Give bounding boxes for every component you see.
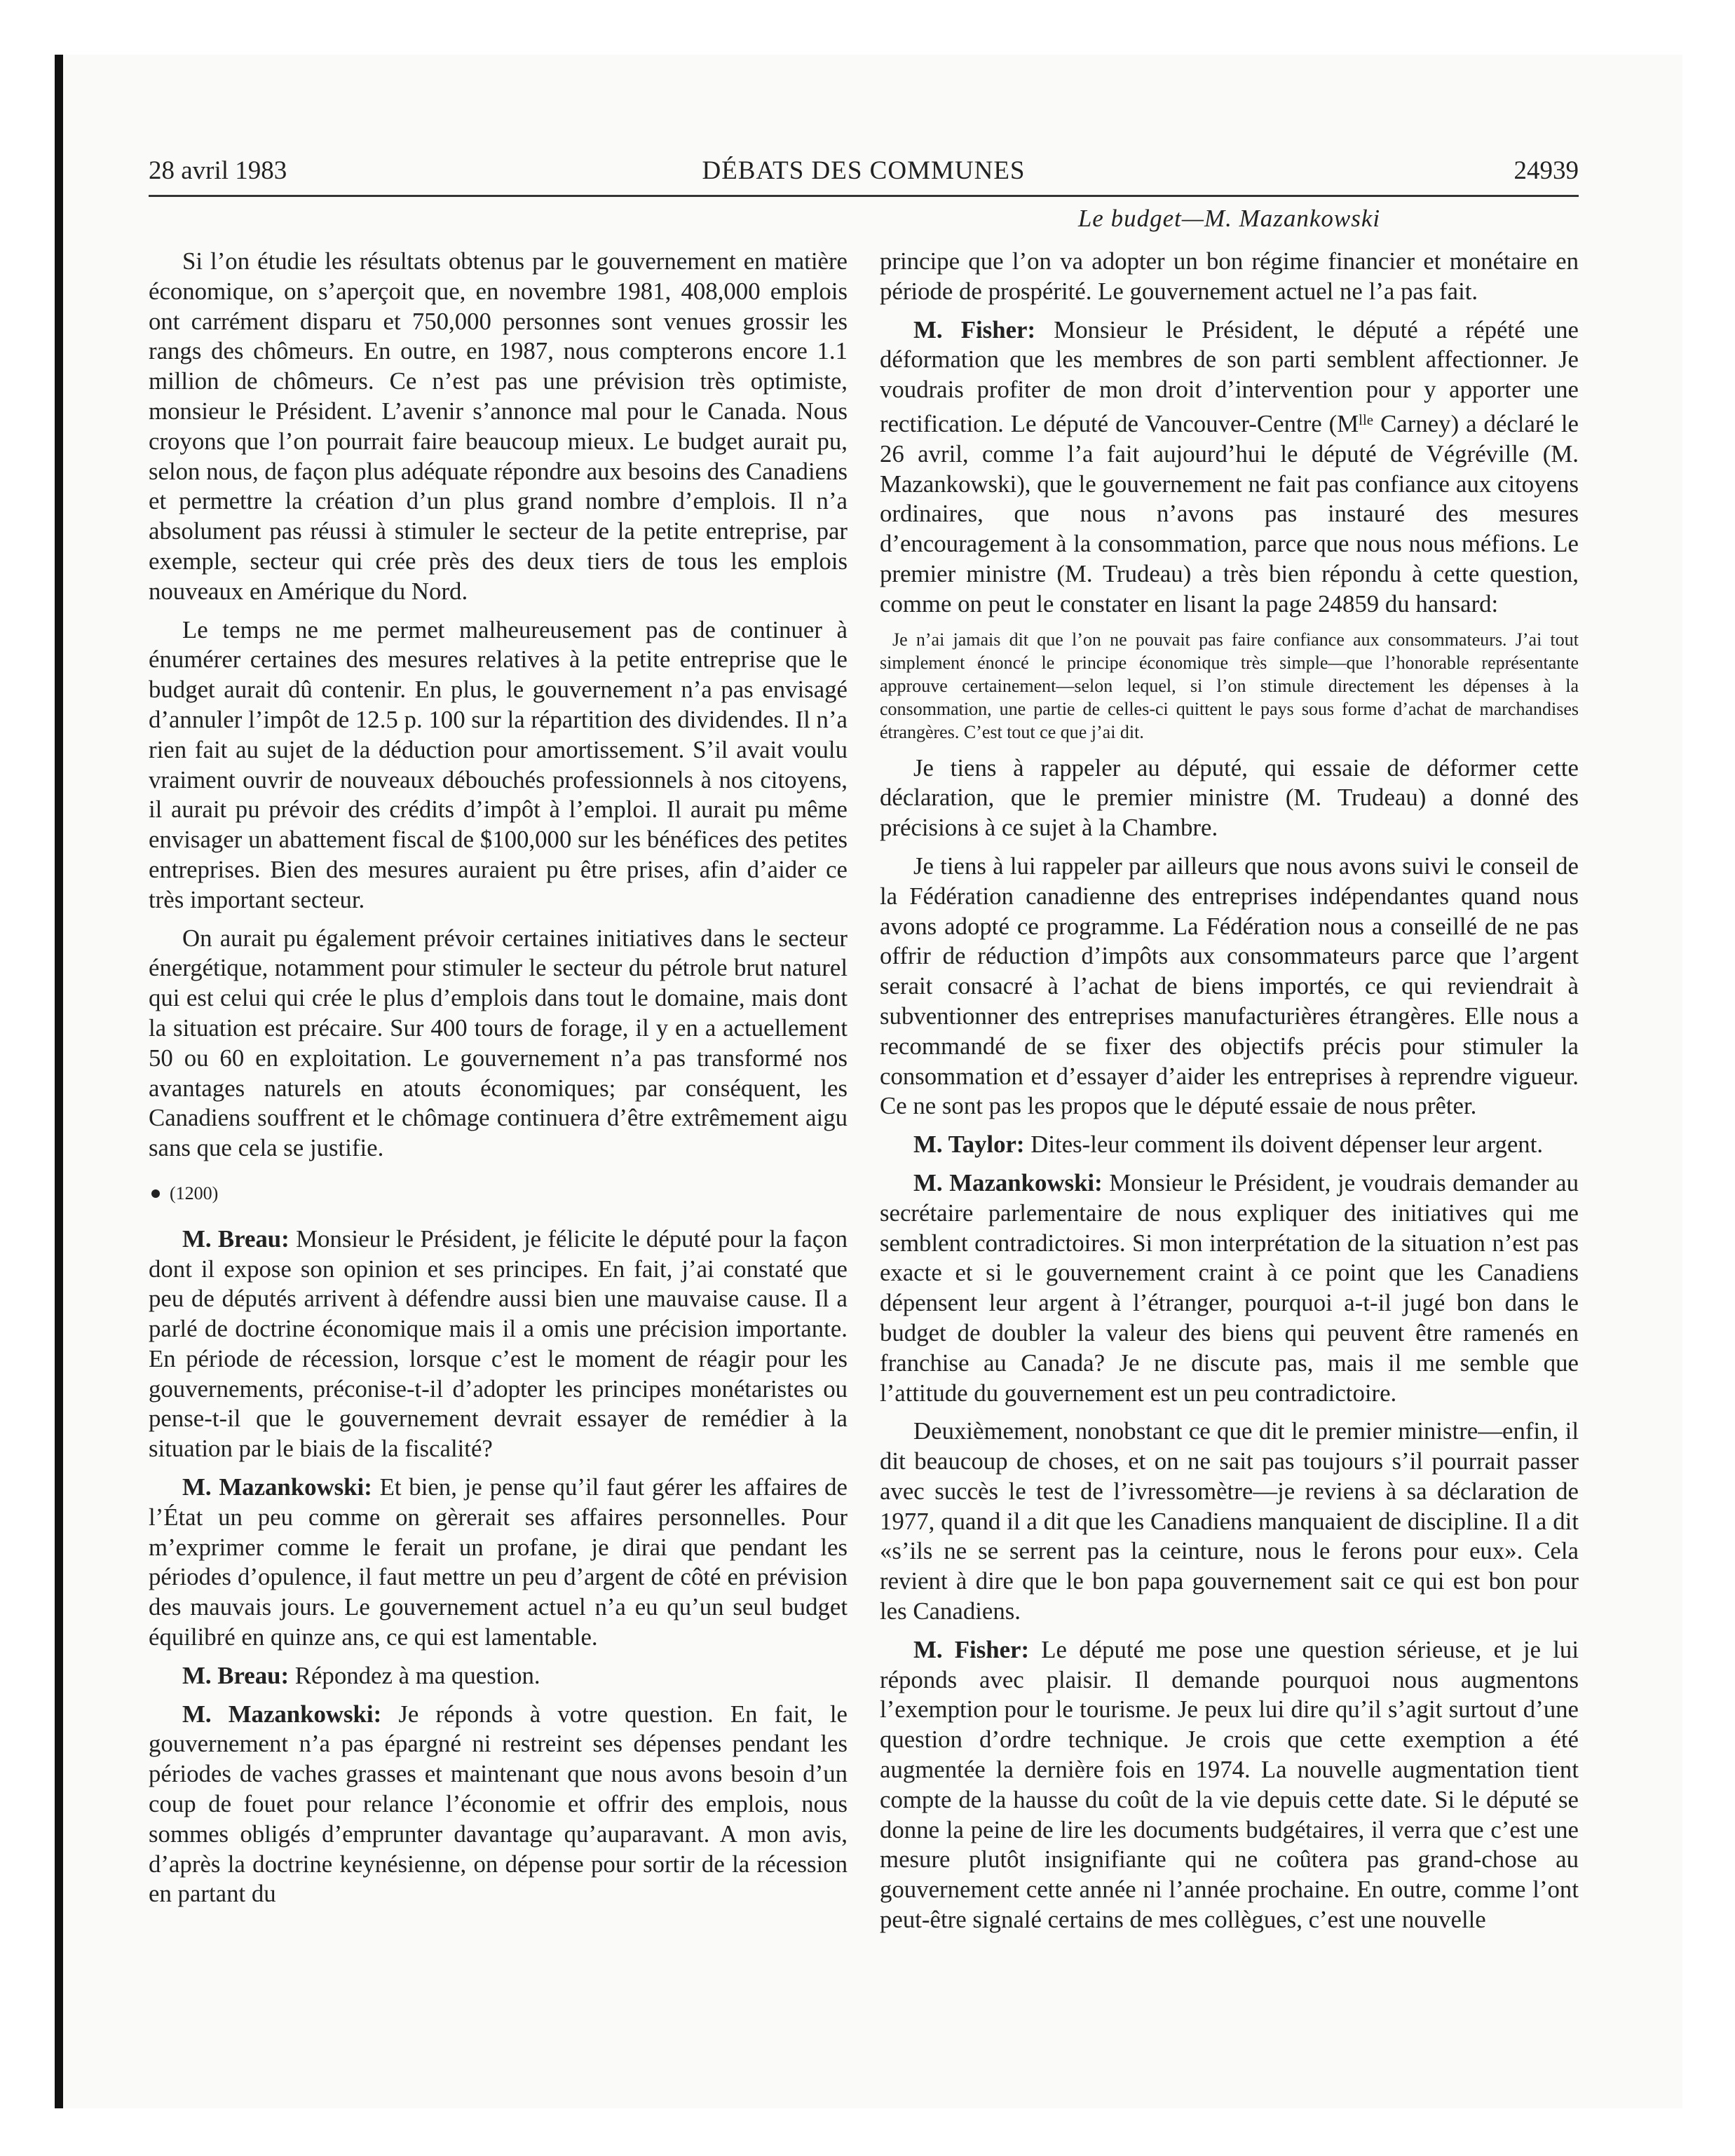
speaker-name: M. Mazankowski: — [182, 1700, 382, 1728]
bullet-icon — [151, 1189, 160, 1198]
paragraph: Deuxièmement, nonobstant ce que dit le premier ministre—enfin, il dit beaucoup de choses, et on ne sait pas toujours s’il pourrait passer avec succès le test de l’ivressomètre—je reviens à sa déclaration de 1977, quand il a dit que les Canadiens manquaient de discipline. Il a dit «s’ils ne se serrent pas la ceinture, nous le ferons pour eux». Cela revient à dire que le bon papa gouvernement sait ce qui est bon pour les Canadiens. — [880, 1417, 1579, 1625]
speech-text: Monsieur le Président, je voudrais demander au secrétaire parlementaire de nous expliquer des initiatives qui me semblent contradictoires. Si mon interprétation de la situation n’est pas exacte et si le gouvernement craint à ce point que les Canadiens dépensent leur argent à l’étranger, pourquoi a-t-il jugé bon dans le budget de doubler la valeur des biens qui peuvent être ramenés en franchise au Canada? Je ne discute pas, mais il me semble que l’attitude du gouvernement est un peu contradictoire. — [880, 1168, 1579, 1407]
speaker-name: M. Taylor: — [913, 1131, 1025, 1159]
speaker-name: M. Mazankowski: — [182, 1473, 372, 1501]
paragraph: On aurait pu également prévoir certaines initiatives dans le secteur énergétique, notamment pour stimuler le secteur du pétrole brut naturel qui est celui qui crée le plus d’emplois dans tout le domaine, mais dont la situation est précaire. Sur 400 tours de forage, il y en a actuellement 50 ou 60 en exploitation. Le gouvernement n’a pas transformé nos avantages naturels en atouts économiques; par conséquent, les Canadiens souffrent et le chômage continuera d’être extrêmement aigu sans que cela se justifie. — [149, 924, 848, 1162]
running-head: Le budget—M. Mazankowski — [1077, 205, 1381, 232]
speech-text: Monsieur le Président, le député a répété une déformation que les membres de son parti semblent affectionner. Je voudrais profiter de mon droit d’intervention pour y apporter une rectification. Le député de Vancouver-Centre (M — [880, 315, 1579, 437]
speech-paragraph — [149, 1224, 848, 1464]
speech-paragraph — [880, 1130, 1579, 1160]
speech-paragraph — [880, 1635, 1579, 1935]
paragraph: Le temps ne me permet malheureusement pas de continuer à énumérer certaines des mesures relatives à la petite entreprise que le budget aurait dû contenir. En plus, le gouvernement n’a pas envisagé d’annuler l’impôt de 12.5 p. 100 sur la répartition des dividendes. Il n’a rien fait au sujet de la déduction pour amortissement. S’il avait voulu vraiment ouvrir de nouveaux débouchés professionnels à nos citoyens, il aurait pu prévoir des crédits d’impôt à l’emploi. Il aurait pu même envisager un abattement fiscal de $100,000 sur les bénéfices des petites entreprises. Bien des mesures auraient pu être prises, afin d’aider ce très important secteur. — [149, 615, 848, 913]
speaker-name: M. Breau: — [182, 1661, 290, 1689]
speaker-name: M. Mazankowski: — [913, 1168, 1103, 1196]
speech-text: Je réponds à votre question. En fait, le gouvernement n’a pas épargné ni restreint ses dépenses pendant les périodes de vaches grasses et maintenant que nous avons besoin d’un coup de fouet pour relance l’économie et offrir des emplois, nous sommes obligés d’emprunter davantage qu’auparavant. A mon avis, d’après la doctrine keynésienne, on dépense pour sortir de la récession en partant du — [149, 1700, 848, 1908]
paragraph: Si l’on étudie les résultats obtenus par le gouvernement en matière économique, on s’aperçoit que, en novembre 1981, 408,000 emplois ont carrément disparu et 750,000 personnes sont venues grossir les rangs des chômeurs. En outre, en 1987, nous compterons encore 1.1 million de chômeurs. Ce n’est pas une prévision très optimiste, monsieur le Président. L’avenir s’annonce mal pour le Canada. Nous croyons que l’on pourrait faire beaucoup mieux. Le budget aurait pu, selon nous, de façon plus adéquate répondre aux besoins des Canadiens et permettre la création d’un plus grand nombre d’emplois. Il n’a absolument pas réussi à stimuler le secteur de la petite entreprise, par exemple, secteur qui crée près des deux tiers de tous les emplois nouveaux en Amérique du Nord. — [149, 247, 848, 605]
speech-paragraph — [149, 1700, 848, 1910]
speaker-name: M. Breau: — [182, 1224, 290, 1253]
superscript: lle — [1359, 411, 1374, 428]
speech-paragraph — [880, 1168, 1579, 1408]
speech-text: Le député me pose une question sérieuse, et je lui réponds avec plaisir. Il demande pourquoi nous augmentons l’exemption pour le tourisme. Je peux lui dire qu’il s’agit surtout d’une question d’ordre technique. Je crois que cette exemption a été augmentée la dernière fois en 1974. La nouvelle augmentation tient compte de la hausse du coût de la vie depuis cette date. Si le député se donne la peine de lire les documents budgétaires, il verra que c’est une mesure plutôt insignifiante qui ne coûtera pas grand-chose au gouvernement cette année ni l’année prochaine. En outre, comme l’ont peut-être signalé certains de mes collègues, c’est une nouvelle — [880, 1635, 1579, 1934]
left-column — [149, 247, 848, 1918]
speech-paragraph — [149, 1661, 848, 1691]
paragraph: principe que l’on va adopter un bon régime financier et monétaire en période de prospérité. Le gouvernement actuel ne l’a pas fait. — [880, 247, 1579, 305]
paragraph: Je tiens à lui rappeler par ailleurs que nous avons suivi le conseil de la Fédération canadienne des entreprises indépendantes quand nous avons adopté ce programme. La Fédération nous a conseillé de ne pas offrir de réduction d’impôts aux consommateurs parce que l’argent serait consacré à l’achat de biens importés, ce qui reviendrait à subventionner des entreprises manufacturières étrangères. Elle nous a recommandé de se fixer des objectifs précis pour stimuler la consommation et d’essayer d’aider les entreprises à reprendre vigueur. Ce ne sont pas les propos que le député essaie de nous prêter. — [880, 852, 1579, 1120]
speech-text: Et bien, je pense qu’il faut gérer les affaires de l’État un peu comme on gèrerait ses affaires personnelles. Pour m’exprimer comme le ferait un profane, je dirai que pendant les périodes d’opulence, il faut mettre un peu d’argent de côté en prévision des mauvais jours. Le gouvernement actuel n’a eu qu’un seul budget équilibré en quinze ans, ce qui est lamentable. — [149, 1473, 848, 1651]
header-date: 28 avril 1983 — [149, 156, 287, 185]
time-marker — [149, 1179, 848, 1209]
speech-text: Monsieur le Président, je félicite le député pour la façon dont il expose son opinion et ses principes. En fait, j’ai constaté que peu de députés arrivent à défendre aussi bien une mauvaise cause. Il a parlé de doctrine économique mais il a omis une précision importante. En période de récession, lorsque c’est le moment de réagir pour les gouvernements, préconise-t-il d’adopter les principes monétaristes ou pense-t-il que le gouvernement devrait essayer de remédier à la situation par le biais de la fiscalité? — [149, 1224, 848, 1463]
block-quote: Je n’ai jamais dit que l’on ne pouvait pas faire confiance aux consommateurs. J’ai tout simplement énoncé le principe économique très simple—que l’honorable représentante approuve certainement—selon lequel, si l’on stimule directement les dépenses à la consommation, une partie de celles-ci quittent le pays sous forme d’achat de marchandises étrangères. C’est tout ce que j’ai dit. — [880, 629, 1579, 742]
right-column — [880, 247, 1579, 1944]
header-page-number: 24939 — [1513, 156, 1579, 185]
speech-text: Répondez à ma question. — [289, 1661, 540, 1689]
speech-paragraph — [149, 1473, 848, 1653]
speaker-name: M. Fisher: — [913, 1635, 1030, 1663]
speech-text: Dites-leur comment ils doivent dépenser leur argent. — [1024, 1131, 1544, 1159]
speech-paragraph — [880, 315, 1579, 620]
scan-edge — [55, 55, 63, 2108]
speech-text: Carney) a déclaré le 26 avril, comme l’a fait aujourd’hui le député de Végréville (M. Mazankowski), que le gouvernement ne fait pas confiance aux citoyens ordinaires, que nous n’avons pas instauré des mesures d’encouragement à la consommation, parce que nous nous méfions. Le premier ministre (M. Trudeau) a très bien répondu à cette question, comme on peut le constater en lisant la page 24859 du hansard: — [880, 409, 1579, 618]
header-title: DÉBATS DES COMMUNES — [702, 156, 1026, 185]
speaker-name: M. Fisher: — [913, 315, 1036, 343]
page-header — [149, 156, 1579, 197]
paragraph: Je tiens à rappeler au député, qui essaie de déformer cette déclaration, que le premier ministre (M. Trudeau) a donné des précisions à ce sujet à la Chambre. — [880, 753, 1579, 842]
time-stamp: (1200) — [170, 1182, 219, 1203]
